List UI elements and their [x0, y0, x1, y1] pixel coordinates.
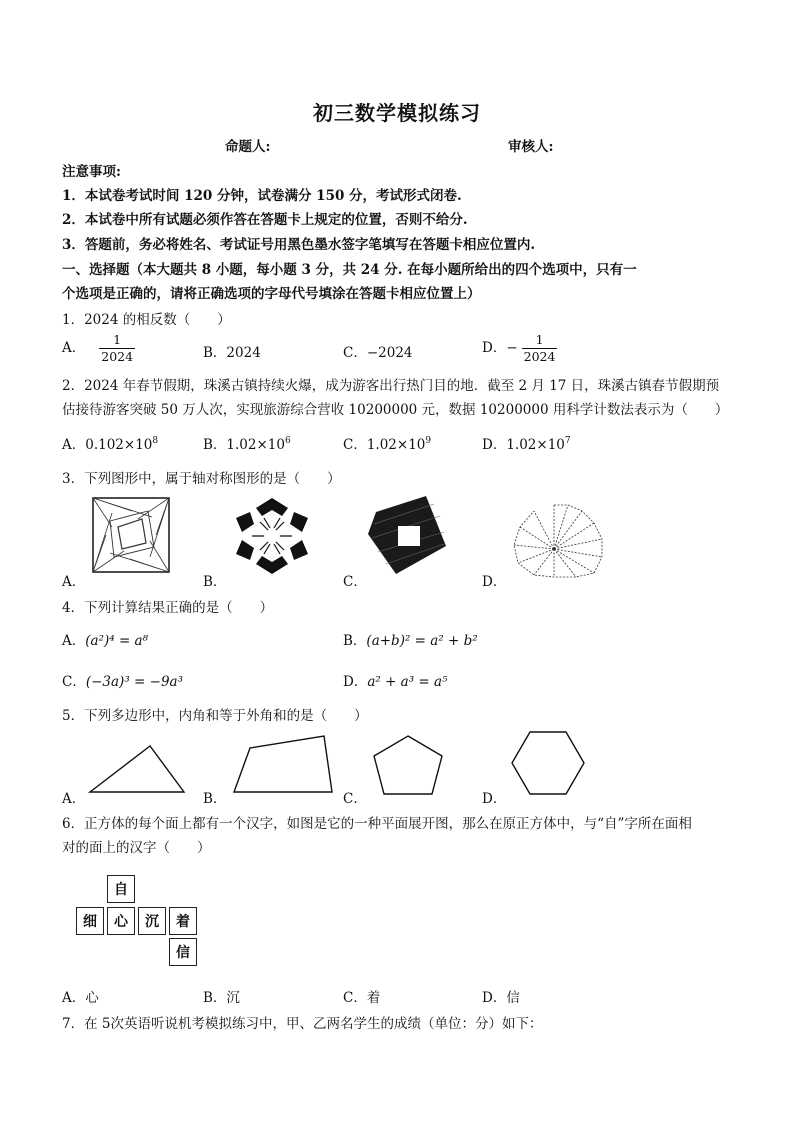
q4-a-label: A．: [62, 633, 86, 649]
q1-d-numerator: 1: [522, 332, 558, 349]
q4-option-b: [343, 629, 478, 649]
q2-a-exponent: 8: [152, 436, 159, 446]
author-label: 命题人:: [225, 139, 271, 155]
q1-d-denominator: 2024: [523, 349, 556, 364]
q2-a-text: A．0.102×10: [62, 437, 153, 453]
q1-stem: 1．2024 的相反数（ ）: [62, 312, 231, 328]
q5-stem: 5．下列多边形中，内角和等于外角和的是（ ）: [62, 708, 368, 724]
q2-c-text: C．1.02×10: [343, 437, 426, 453]
q3-stem: 3．下列图形中，属于轴对称图形的是（ ）: [62, 471, 341, 487]
q2-option-b: [203, 433, 291, 453]
q4-b-label: B．: [343, 633, 367, 649]
q1-a-label: A．: [62, 340, 86, 356]
net-cell: 自: [107, 875, 135, 903]
q3-figure-c: [364, 494, 448, 578]
q6-option-b: B．沉: [203, 990, 240, 1006]
q4-d-expr: a² + a³ = a⁵: [367, 674, 448, 690]
q4-option-c: [62, 670, 183, 690]
q4-c-label: C．: [62, 674, 86, 690]
q2-c-exponent: 9: [425, 436, 432, 446]
q4-a-expr: (a²)⁴ = a⁸: [85, 633, 149, 649]
net-cell: 细: [76, 907, 104, 935]
q1-option-b: B．2024: [203, 345, 261, 361]
q4-c-expr: (−3a)³ = −9a³: [85, 674, 183, 690]
net-cell: 心: [107, 907, 135, 935]
q1-d-fraction: [522, 332, 558, 365]
q6-option-c: C．着: [343, 990, 381, 1006]
q3-label-a: A．: [62, 574, 86, 590]
q3-figure-a: [92, 497, 170, 573]
net-cell: 沉: [138, 907, 166, 935]
q6-stem-line2: 对的面上的汉字（ ）: [62, 840, 211, 856]
q3-label-b: B．: [203, 574, 227, 590]
q5-label-b: B．: [203, 791, 227, 807]
q1-a-fraction: [99, 332, 135, 365]
page-title: 初三数学模拟练习: [313, 101, 481, 125]
q3-label-d: D．: [482, 574, 507, 590]
q2-b-text: B．1.02×10: [203, 437, 285, 453]
q3-figure-d: [510, 497, 606, 577]
q1-option-d: [482, 332, 557, 365]
q2-b-exponent: 6: [284, 436, 291, 446]
q4-option-a: [62, 629, 148, 649]
section-heading-line1: 一、选择题（本大题共 8 小题，每小题 3 分，共 24 分. 在每小题所给出的四个选项中，只有一: [62, 262, 637, 278]
reviewer-label: 审核人:: [508, 139, 554, 155]
q2-stem-line1: 2．2024 年春节假期，珠溪古镇持续火爆，成为游客出行热门目的地．截至 2 月 17 日，珠溪古镇春节假期预: [62, 378, 720, 394]
net-cell: 着: [169, 907, 197, 935]
q5-label-c: C．: [343, 791, 367, 807]
q6-option-d: D．信: [482, 990, 520, 1006]
q2-d-text: D．1.02×10: [482, 437, 565, 453]
q1-d-label: D．−: [482, 340, 518, 356]
q6-option-a: A．心: [62, 990, 99, 1006]
q7-stem: 7．在 5次英语听说机考模拟练习中，甲、乙两名学生的成绩（单位：分）如下：: [62, 1016, 543, 1032]
q3-figure-b: [232, 496, 312, 576]
q5-label-a: A．: [62, 791, 86, 807]
q1-a-denominator: 2024: [101, 349, 134, 364]
q2-stem-line2: 估接待游客突破 50 万人次，实现旅游综合营收 10200000 元，数据 10200000 用科学计数法表示为（ ）: [62, 402, 729, 418]
q1-option-a: [62, 332, 135, 365]
q3-label-c: C．: [343, 574, 367, 590]
note-item: 1．本试卷考试时间 120 分钟，试卷满分 150 分，考试形式闭卷.: [62, 188, 462, 204]
q2-option-c: [343, 433, 431, 453]
q5-hexagon: [510, 730, 586, 796]
q5-quadrilateral: [228, 732, 338, 796]
notes-heading: 注意事项:: [62, 164, 121, 180]
q4-stem: 4．下列计算结果正确的是（ ）: [62, 600, 274, 616]
q4-d-label: D．: [343, 674, 368, 690]
q2-d-exponent: 7: [564, 436, 571, 446]
q4-b-expr: (a+b)² = a² + b²: [366, 633, 478, 649]
q5-triangle: [86, 742, 186, 794]
q5-label-d: D．: [482, 791, 507, 807]
section-heading-line2: 个选项是正确的，请将正确选项的字母代号填涂在答题卡相应位置上）: [62, 286, 481, 302]
net-cell: 信: [169, 938, 197, 966]
q2-option-a: [62, 433, 158, 453]
q5-pentagon: [370, 734, 446, 798]
q1-option-c: C．−2024: [343, 345, 413, 361]
q1-a-numerator: 1: [99, 332, 135, 349]
note-item: 3．答题前，务必将姓名、考试证号用黑色墨水签字笔填写在答题卡相应位置内.: [62, 237, 536, 253]
note-item: 2．本试卷中所有试题必须作答在答题卡上规定的位置，否则不给分.: [62, 212, 468, 228]
q4-option-d: [343, 670, 448, 690]
q2-option-d: [482, 433, 571, 453]
q6-stem-line1: 6．正方体的每个面上都有一个汉字，如图是它的一种平面展开图，那么在原正方体中，与“自”字所在面相: [62, 816, 692, 832]
